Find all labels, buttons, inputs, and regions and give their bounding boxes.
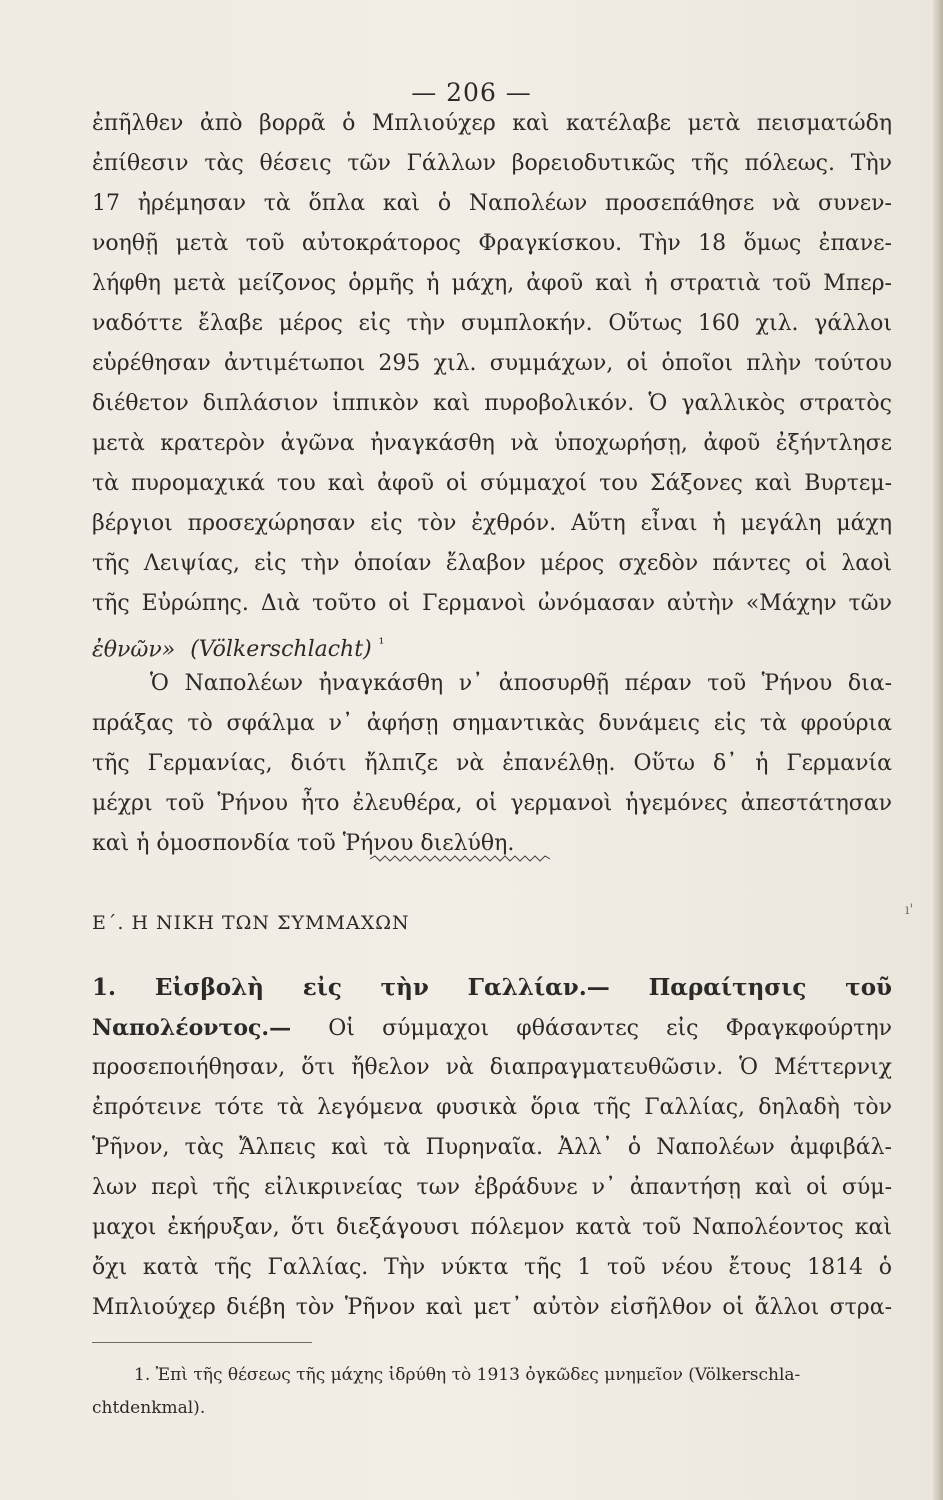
text-line: μετὰ κρατερὸν ἀγῶνα ἠναγκάσθη νὰ ὑποχωρήσῃ, ἀφοῦ ἐξήντλησε bbox=[92, 431, 892, 456]
text-line: βέργιοι προσεχώρησαν εἰς τὸν ἐχθρόν. Αὕτη εἶναι ἡ μεγάλη μάχη bbox=[92, 511, 892, 536]
text-line: λων περὶ τῆς εἰλικρινείας των ἐβράδυνε ν᾽ ἀπαντήσῃ καὶ οἱ σύμ- bbox=[92, 1175, 892, 1200]
page-edge bbox=[933, 0, 943, 1500]
text-line bbox=[92, 1008, 892, 1048]
text-line: Ῥῆνον, τὰς Ἄλπεις καὶ τὰ Πυρηναῖα. Ἀλλ᾽ ὁ Ναπολέων ἀμφιβάλ- bbox=[92, 1135, 892, 1160]
text-line: 17 ἠρέμησαν τὰ ὅπλα καὶ ὁ Ναπολέων προσεπάθησε νὰ συνεν- bbox=[92, 191, 892, 216]
footnote-line: 1. Ἐπὶ τῆς θέσεως τῆς μάχης ἱδρύθη τὸ 1913 ὀγκῶδες μνημεῖον (Völkerschla- bbox=[134, 1365, 801, 1385]
ornament-divider bbox=[370, 855, 550, 863]
text-line: ναδόττε ἔλαβε μέρος εἰς τὴν συμπλοκήν. Οὕτως 160 χιλ. γάλλοι bbox=[92, 311, 892, 336]
text-line: μαχοι ἐκήρυξαν, ὅτι διεξάγουσι πόλεμον κατὰ τοῦ Ναπολέοντος καὶ bbox=[92, 1215, 892, 1240]
text-line: μέχρι τοῦ Ῥήνου ἦτο ἐλευθέρα, οἱ γερμανοὶ ἡγεμόνες ἀπεστάτησαν bbox=[92, 791, 892, 816]
footnote-line: chtdenkmal). bbox=[92, 1398, 206, 1418]
text-line: ἐπίθεσιν τὰς θέσεις τῶν Γάλλων βορειοδυτικῶς τῆς πόλεως. Τὴν bbox=[92, 151, 892, 176]
text-line: καὶ ἡ ὁμοσπονδία τοῦ Ῥήνου διελύθη. bbox=[92, 831, 515, 856]
italic-phrase: ἐθνῶν» bbox=[92, 637, 176, 663]
text-line: προσεποιήθησαν, ὅτι ἤθελον νὰ διαπραγματευθῶσιν. Ὁ Μέττερνιχ bbox=[92, 1055, 892, 1080]
text-line: Μπλιούχερ διέβη τὸν Ῥῆνον καὶ μετ᾽ αὐτὸν εἰσῆλθον οἱ ἄλλοι στρα- bbox=[92, 1295, 892, 1320]
text-line: τῆς Γερμανίας, διότι ἤλπιζε νὰ ἐπανέλθῃ. Οὕτω δ᾽ ἡ Γερμανία bbox=[92, 751, 892, 776]
german-term: (Völkerschlacht) bbox=[190, 637, 372, 663]
page-number: — 206 — bbox=[411, 78, 532, 107]
text-line: διέθετον διπλάσιον ἱππικὸν καὶ πυροβολικόν. Ὁ γαλλικὸς στρατὸς bbox=[92, 391, 892, 416]
footnote-rule bbox=[92, 1342, 312, 1343]
text-line: Ὁ Ναπολέων ἠναγκάσθη ν᾽ ἀποσυρθῇ πέραν τοῦ Ῥήνου δια- bbox=[150, 671, 892, 696]
paragraph-3 bbox=[92, 968, 892, 1328]
text-line: ἐπρότεινε τότε τὰ λεγόμενα φυσικὰ ὅρια τῆς Γαλλίας, δηλαδὴ τὸν bbox=[92, 1095, 892, 1120]
text-line: πράξας τὸ σφάλμα ν᾽ ἀφήσῃ σημαντικὰς δυνάμεις εἰς τὰ φρούρια bbox=[92, 711, 892, 736]
paragraph-1 bbox=[92, 104, 892, 864]
text-line: νοηθῇ μετὰ τοῦ αὐτοκράτορος Φραγκίσκου. Τὴν 18 ὅμως ἐπανε- bbox=[92, 231, 892, 256]
text-run: Οἱ σύμμαχοι φθάσαντες εἰς Φραγκφούρτην bbox=[328, 1016, 893, 1041]
subsection-title: 1. Εἰσβολὴ εἰς τὴν Γαλλίαν.— Παραίτησις τοῦ bbox=[92, 974, 892, 1001]
text-line: λήφθη μετὰ μείζονος ὁρμῆς ἡ μάχη, ἀφοῦ καὶ ἡ στρατιὰ τοῦ Μπερ- bbox=[92, 271, 892, 296]
text-line: τὰ πυρομαχικά του καὶ ἀφοῦ οἱ σύμμαχοί του Σάξονες καὶ Βυρτεμ- bbox=[92, 471, 892, 496]
section-heading: Ε΄. Η ΝΙΚΗ ΤΩΝ ΣΥΜΜΑΧΩΝ bbox=[92, 912, 410, 934]
subsection-title-cont: Ναπολέοντος.— bbox=[92, 1015, 292, 1041]
text-line: ἐπῆλθεν ἀπὸ βορρᾶ ὁ Μπλιούχερ καὶ κατέλαβε μετὰ πεισματώδη bbox=[92, 111, 892, 136]
text-line: ὄχι κατὰ τῆς Γαλλίας. Τὴν νύκτα τῆς 1 τοῦ νέου ἔτους 1814 ὁ bbox=[92, 1255, 892, 1280]
text-line: τῆς Εὐρώπης. Διὰ τοῦτο οἱ Γερμανοὶ ὠνόμασαν αὐτὴν «Μάχην τῶν bbox=[92, 591, 892, 616]
text-line: τῆς Λειψίας, εἰς τὴν ὁποίαν ἔλαβον μέρος σχεδὸν πάντες οἱ λαοὶ bbox=[92, 551, 892, 576]
margin-mark: ı' bbox=[905, 902, 914, 918]
text-line: εὑρέθησαν ἀντιμέτωποι 295 χιλ. συμμάχων, οἱ ὁποῖοι πλὴν τούτου bbox=[92, 351, 892, 376]
footnote-mark: ¹ bbox=[378, 636, 385, 652]
text-line-end bbox=[92, 624, 892, 664]
